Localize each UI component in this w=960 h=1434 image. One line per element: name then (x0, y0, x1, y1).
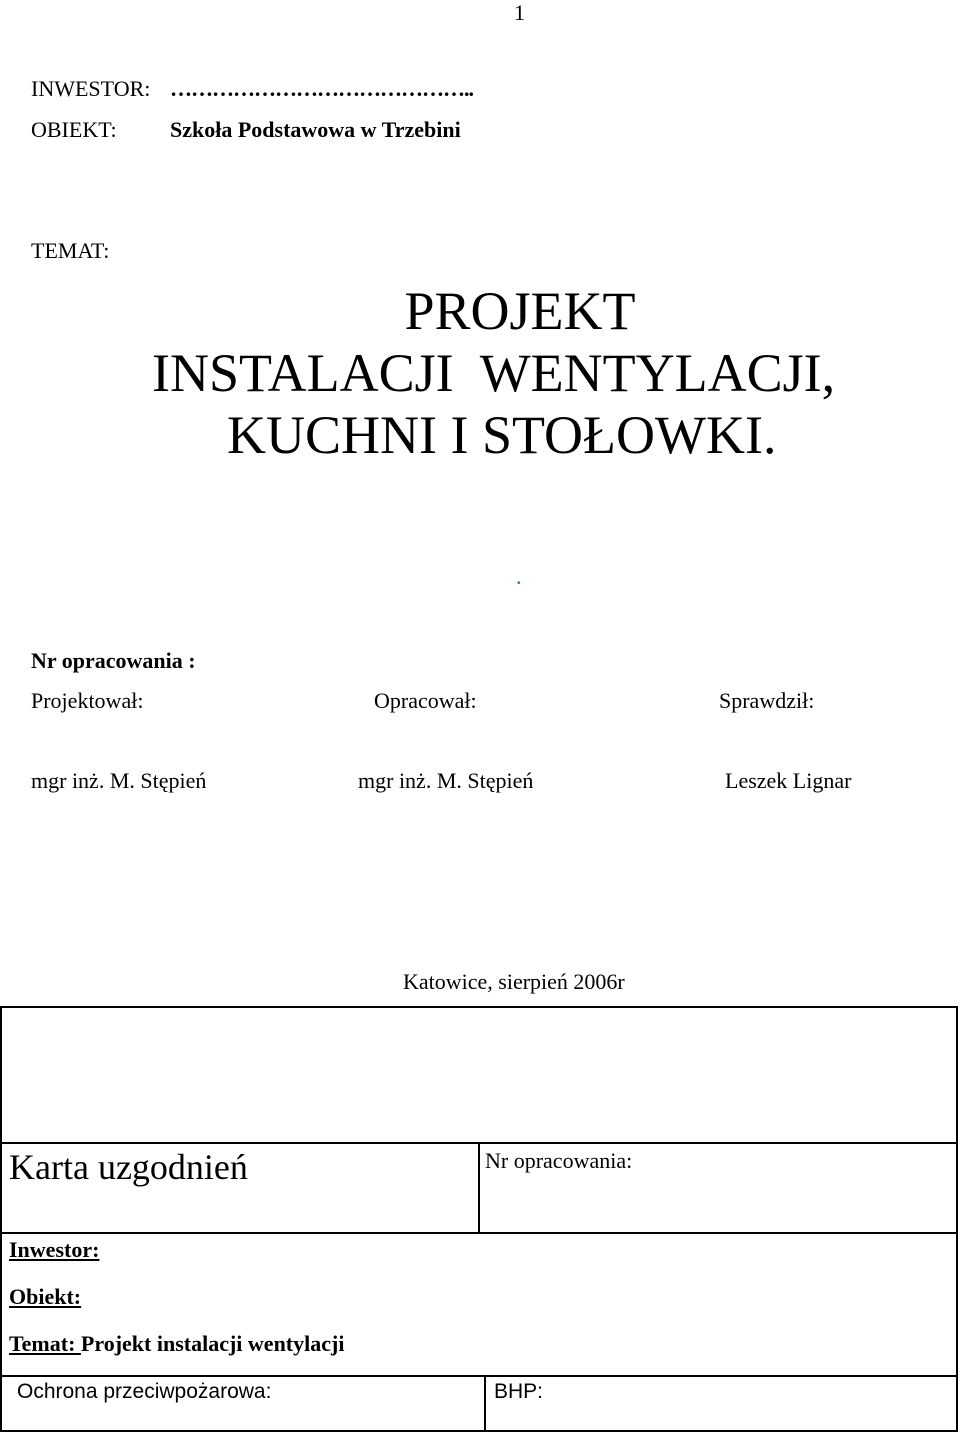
green-dot: . (516, 564, 522, 589)
study-number-label: Nr opracowania : (31, 648, 196, 673)
card-divider-vertical-bottom (484, 1375, 486, 1432)
object-label: OBIEKT: (31, 117, 117, 142)
designed-by-label: Projektował: (31, 688, 144, 713)
card-investor-label: Inwestor: (9, 1237, 100, 1262)
prepared-by-name: mgr inż. M. Stępień (358, 768, 534, 793)
designed-by-name: mgr inż. M. Stępień (31, 768, 207, 793)
title-line-1: PROJEKT (404, 281, 636, 341)
title-line-2: INSTALACJI WENTYLACJI, (152, 343, 836, 403)
page-number: 1 (514, 0, 525, 25)
card-divider-vertical-top (478, 1142, 480, 1232)
prepared-by-label: Opracował: (374, 688, 477, 713)
investor-label: INWESTOR: (31, 76, 151, 101)
card-topic (9, 1331, 344, 1357)
place-date: Katowice, sierpień 2006r (403, 969, 625, 994)
card-title: Karta uzgodnień (9, 1147, 248, 1187)
checked-by-label: Sprawdził: (719, 688, 815, 713)
title-line-3: KUCHNI I STOŁOWKI. (227, 405, 777, 465)
object-value: Szkoła Podstawowa w Trzebini (170, 117, 461, 142)
fire-protection-label: Ochrona przeciwpożarowa: (17, 1380, 272, 1403)
investor-value: …………………………………….. (170, 76, 473, 101)
card-study-number-label: Nr opracowania: (485, 1148, 633, 1173)
card-topic-label: Temat: (9, 1331, 81, 1356)
ohs-label: BHP: (494, 1380, 544, 1403)
card-topic-value: Projekt instalacji wentylacji (80, 1331, 345, 1356)
topic-label: TEMAT: (31, 238, 110, 263)
card-object-label: Obiekt: (9, 1284, 82, 1309)
card-divider-middle (0, 1232, 958, 1234)
checked-by-name: Leszek Lignar (725, 768, 852, 793)
card-divider-bottom (0, 1375, 958, 1377)
